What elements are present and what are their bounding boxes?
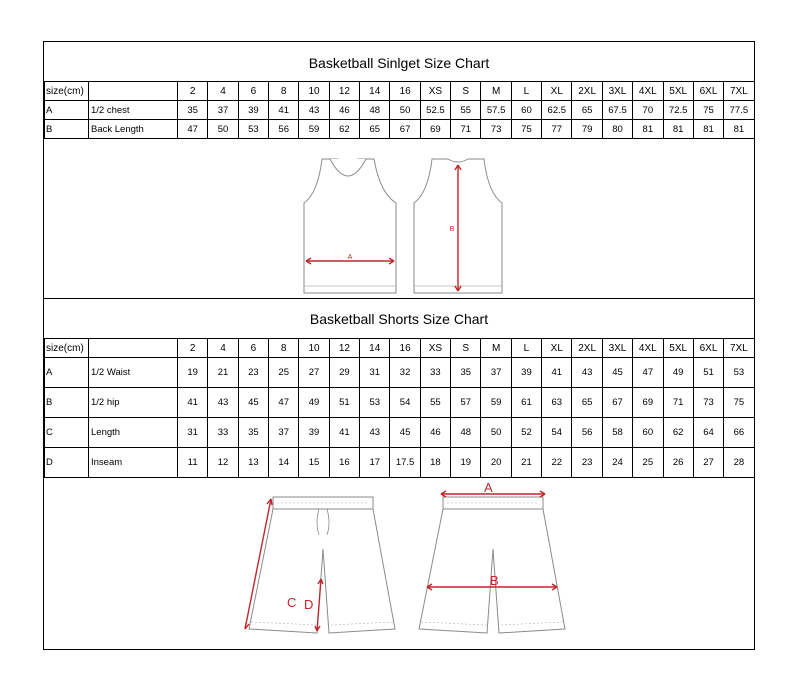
- measure-value: 28: [724, 448, 754, 478]
- measure-value: 18: [420, 448, 450, 478]
- measure-value: 47: [178, 120, 208, 139]
- measure-value: 81: [724, 120, 754, 139]
- measure-value: 22: [542, 448, 572, 478]
- measure-mark-a: A: [484, 480, 493, 495]
- measure-value: 48: [451, 418, 481, 448]
- measure-value: 57: [451, 388, 481, 418]
- measure-value: 49: [663, 358, 693, 388]
- measure-value: 69: [420, 120, 450, 139]
- measure-value: 41: [329, 418, 359, 448]
- measure-value: 25: [633, 448, 663, 478]
- size-header-cell: 2XL: [572, 82, 602, 101]
- singlet-chart-title: Basketball Sinlget Size Chart: [308, 55, 490, 71]
- measure-value: 23: [238, 358, 268, 388]
- size-header-cell: M: [481, 339, 511, 358]
- measure-value: 19: [451, 448, 481, 478]
- measure-value: 71: [663, 388, 693, 418]
- measure-value: 65: [360, 120, 390, 139]
- table-row: [45, 358, 755, 388]
- measure-value: 11: [178, 448, 208, 478]
- measure-value: 80: [602, 120, 632, 139]
- divider: [44, 298, 754, 299]
- singlet-size-table: [44, 81, 755, 139]
- measure-value: 55: [420, 388, 450, 418]
- measure-value: 50: [481, 418, 511, 448]
- measure-mark-c: C: [287, 595, 297, 610]
- measure-value: 67: [602, 388, 632, 418]
- measure-value: 77.5: [724, 101, 754, 120]
- size-header-cell: 6XL: [693, 339, 723, 358]
- table-row: [45, 120, 755, 139]
- size-header-cell: 4: [208, 82, 238, 101]
- measure-value: 69: [633, 388, 663, 418]
- measure-value: 43: [360, 418, 390, 448]
- measure-value: 52.5: [420, 101, 450, 120]
- measure-name: Back Length: [89, 120, 178, 139]
- size-header-cell: XL: [542, 82, 572, 101]
- shorts-back-illustration: [419, 480, 565, 633]
- measure-value: 45: [602, 358, 632, 388]
- measure-value: 75: [693, 101, 723, 120]
- measure-value: 43: [208, 388, 238, 418]
- measure-code: B: [45, 388, 89, 418]
- size-header-cell: 6XL: [693, 82, 723, 101]
- measure-value: 67: [390, 120, 420, 139]
- measure-value: 25: [269, 358, 299, 388]
- measure-value: 77: [542, 120, 572, 139]
- measure-name: 1/2 chest: [89, 101, 178, 120]
- measure-value: 39: [238, 101, 268, 120]
- measure-mark-d: D: [304, 597, 314, 612]
- size-header-cell: L: [511, 339, 541, 358]
- measure-value: 20: [481, 448, 511, 478]
- measure-value: 21: [511, 448, 541, 478]
- measure-code: A: [45, 101, 89, 120]
- size-chart-frame: [43, 41, 755, 650]
- table-row: [45, 101, 755, 120]
- size-header-cell: 6: [238, 82, 268, 101]
- size-header-cell: 4XL: [633, 82, 663, 101]
- measure-value: 72.5: [663, 101, 693, 120]
- size-header-cell: 14: [360, 339, 390, 358]
- measure-value: 29: [329, 358, 359, 388]
- measure-value: 67.5: [602, 101, 632, 120]
- measure-value: 33: [208, 418, 238, 448]
- measure-value: 59: [481, 388, 511, 418]
- measure-value: 79: [572, 120, 602, 139]
- measure-value: 65: [572, 388, 602, 418]
- table-row: [45, 418, 755, 448]
- measure-value: 53: [360, 388, 390, 418]
- measure-name: Inseam: [89, 448, 178, 478]
- blank-header-cell: [89, 82, 178, 101]
- measure-value: 54: [390, 388, 420, 418]
- measure-value: 39: [299, 418, 329, 448]
- size-header-cell: 12: [329, 82, 359, 101]
- measure-value: 70: [633, 101, 663, 120]
- measure-value: 47: [269, 388, 299, 418]
- measure-value: 55: [451, 101, 481, 120]
- size-header-cell: 6: [238, 339, 268, 358]
- measure-code: D: [45, 448, 89, 478]
- measure-value: 27: [299, 358, 329, 388]
- size-header-cell: L: [511, 82, 541, 101]
- size-header-cell: 2: [178, 82, 208, 101]
- measure-value: 75: [724, 388, 754, 418]
- measure-value: 62: [329, 120, 359, 139]
- size-header-cell: 4: [208, 339, 238, 358]
- singlet-diagram: [300, 153, 508, 300]
- measure-code: C: [45, 418, 89, 448]
- measure-value: 19: [178, 358, 208, 388]
- size-unit-label: size(cm): [45, 82, 89, 101]
- size-header-cell: 5XL: [663, 339, 693, 358]
- singlet-back-illustration: [414, 159, 502, 293]
- measure-value: 54: [542, 418, 572, 448]
- measure-value: 57.5: [481, 101, 511, 120]
- size-header-cell: 2XL: [572, 339, 602, 358]
- measure-value: 27: [693, 448, 723, 478]
- measure-mark-b: B: [449, 226, 455, 233]
- singlet-front-illustration: [304, 159, 396, 293]
- measure-name: Length: [89, 418, 178, 448]
- size-header-cell: 10: [299, 82, 329, 101]
- size-header-cell: 14: [360, 82, 390, 101]
- measure-value: 37: [269, 418, 299, 448]
- blank-header-cell: [89, 339, 178, 358]
- measure-value: 66: [724, 418, 754, 448]
- measure-value: 14: [269, 448, 299, 478]
- size-header-row: [45, 82, 755, 101]
- measure-value: 51: [693, 358, 723, 388]
- measure-value: 60: [633, 418, 663, 448]
- measure-value: 37: [481, 358, 511, 388]
- measure-value: 60: [511, 101, 541, 120]
- measure-value: 46: [420, 418, 450, 448]
- measure-value: 45: [390, 418, 420, 448]
- measure-value: 41: [269, 101, 299, 120]
- measure-value: 43: [299, 101, 329, 120]
- measure-value: 81: [663, 120, 693, 139]
- size-header-cell: 3XL: [602, 339, 632, 358]
- measure-value: 47: [633, 358, 663, 388]
- size-header-cell: XS: [420, 339, 450, 358]
- measure-value: 41: [542, 358, 572, 388]
- measure-value: 43: [572, 358, 602, 388]
- measure-name: 1/2 hip: [89, 388, 178, 418]
- measure-value: 48: [360, 101, 390, 120]
- measure-value: 65: [572, 101, 602, 120]
- measure-value: 49: [299, 388, 329, 418]
- measure-code: A: [45, 358, 89, 388]
- size-header-cell: XS: [420, 82, 450, 101]
- size-header-cell: 8: [269, 339, 299, 358]
- measure-value: 12: [208, 448, 238, 478]
- measure-value: 81: [693, 120, 723, 139]
- measure-value: 53: [238, 120, 268, 139]
- size-header-cell: 7XL: [724, 339, 754, 358]
- table-row: [45, 448, 755, 478]
- measure-value: 35: [178, 101, 208, 120]
- measure-value: 39: [511, 358, 541, 388]
- shorts-diagram: [239, 479, 569, 649]
- measure-value: 37: [208, 101, 238, 120]
- measure-value: 56: [269, 120, 299, 139]
- measure-value: 64: [693, 418, 723, 448]
- measure-value: 41: [178, 388, 208, 418]
- measure-value: 75: [511, 120, 541, 139]
- measure-value: 16: [329, 448, 359, 478]
- measure-value: 21: [208, 358, 238, 388]
- measure-value: 32: [390, 358, 420, 388]
- measure-value: 17: [360, 448, 390, 478]
- size-header-cell: S: [451, 82, 481, 101]
- size-header-cell: XL: [542, 339, 572, 358]
- size-header-cell: 7XL: [724, 82, 754, 101]
- measure-value: 13: [238, 448, 268, 478]
- measure-value: 45: [238, 388, 268, 418]
- measure-value: 81: [633, 120, 663, 139]
- measure-mark-a: A: [347, 254, 353, 261]
- size-header-cell: 3XL: [602, 82, 632, 101]
- measure-value: 31: [360, 358, 390, 388]
- size-header-row: [45, 339, 755, 358]
- measure-value: 15: [299, 448, 329, 478]
- measure-value: 53: [724, 358, 754, 388]
- measure-value: 17.5: [390, 448, 420, 478]
- measure-value: 73: [481, 120, 511, 139]
- size-unit-label: size(cm): [45, 339, 89, 358]
- shorts-chart-title: Basketball Shorts Size Chart: [309, 311, 489, 327]
- measure-value: 63: [542, 388, 572, 418]
- size-header-cell: 12: [329, 339, 359, 358]
- measure-mark-b: B: [490, 573, 499, 588]
- measure-value: 52: [511, 418, 541, 448]
- measure-value: 31: [178, 418, 208, 448]
- measure-value: 33: [420, 358, 450, 388]
- measure-code: B: [45, 120, 89, 139]
- measure-value: 62.5: [542, 101, 572, 120]
- measure-value: 56: [572, 418, 602, 448]
- measure-value: 59: [299, 120, 329, 139]
- measure-value: 26: [663, 448, 693, 478]
- table-row: [45, 388, 755, 418]
- size-header-cell: 4XL: [633, 339, 663, 358]
- measure-value: 71: [451, 120, 481, 139]
- size-header-cell: 8: [269, 82, 299, 101]
- measure-name: 1/2 Waist: [89, 358, 178, 388]
- measure-value: 35: [238, 418, 268, 448]
- shorts-size-table: [44, 338, 755, 478]
- measure-value: 23: [572, 448, 602, 478]
- size-header-cell: 2: [178, 339, 208, 358]
- measure-value: 61: [511, 388, 541, 418]
- measure-value: 62: [663, 418, 693, 448]
- size-header-cell: M: [481, 82, 511, 101]
- size-header-cell: S: [451, 339, 481, 358]
- size-header-cell: 10: [299, 339, 329, 358]
- measure-value: 24: [602, 448, 632, 478]
- size-header-cell: 16: [390, 339, 420, 358]
- size-header-cell: 5XL: [663, 82, 693, 101]
- measure-value: 50: [208, 120, 238, 139]
- measure-value: 35: [451, 358, 481, 388]
- measure-value: 58: [602, 418, 632, 448]
- measure-value: 51: [329, 388, 359, 418]
- measure-value: 50: [390, 101, 420, 120]
- shorts-front-illustration: [245, 497, 395, 633]
- measure-value: 73: [693, 388, 723, 418]
- measure-value: 46: [329, 101, 359, 120]
- size-header-cell: 16: [390, 82, 420, 101]
